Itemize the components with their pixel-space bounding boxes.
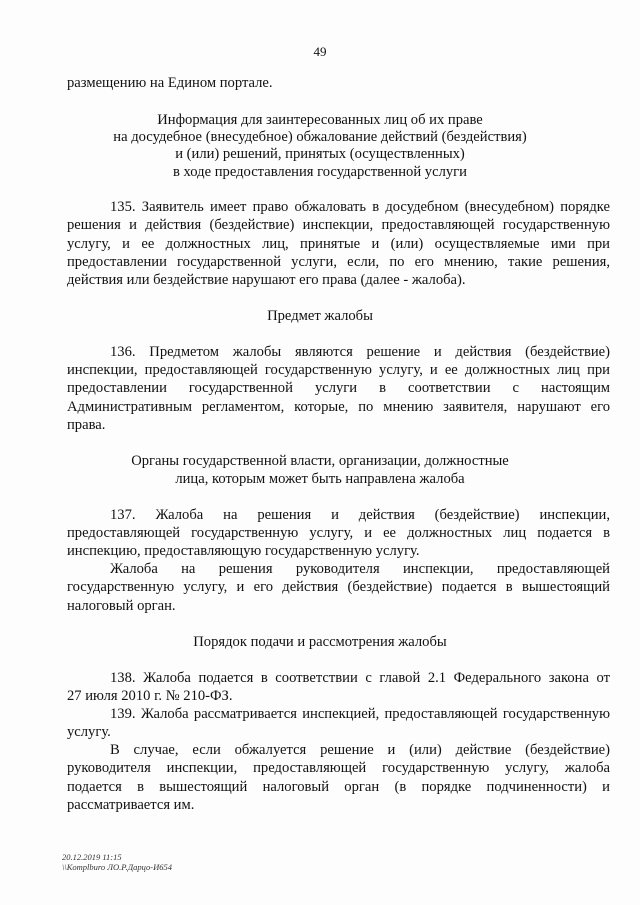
heading-procedure: Порядок подачи и рассмотрения жалобы [193, 634, 447, 650]
document-page: 49 размещению на Едином портале. Информация для заинтересованных лиц об их праве на досудебное (внесудебное) обжалование действий (бездействия) и (или) решений, принятых (осуществленных) в ходе предоставления государственной услуги 135. Заявитель имеет право обжаловать в досудебном (внесудебном) порядке решения и действия (бездействие) инспекции, предоставляющей государственную услугу, и ее должностных лиц, принятые и (или) осуществляемые ими при предоставлении государственной услуги, если, по его мнению, такие решения, действия или бездействие нарушают его права (далее - жалоба). Предмет жалобы 136. Предметом жалобы являются решение и действия (бездействие) инспекции, предоставляющей государственную услугу, и ее должностных лиц при предоставлении государственной услуги в соответствии с настоящим Административным регламентом, которые, по мнению заявителя, нарушают его права. Органы государственной власти, организации, должностные лица, которым может быть направлена жалоба 137. Жалоба на решения и действия (бездействие) инспекции, предоставляющей государственную услугу, и ее должностных лиц подается в инспекцию, предоставляющую государственную услугу. Жалоба на решения руководителя инспекции, предоставляющей государственную услугу, и его действия (бездействие) подается в вышестоящий налоговый орган. Порядок подачи и рассмотрения жалобы 138. Жалоба подается в соответствии с главой 2.1 Федерального закона от 27 июля 2010 г. № 210-ФЗ. 139. Жалоба рассматривается инспекцией, предоставляющей государственную услугу. В случае, если обжалуется решение и (или) действие (бездействие) руководителя инспекции, предоставляющей государственную услугу, жалоба подается в вышестоящий налоговый орган (в порядке подчиненности) и рассматривается им. 20.12.2019 11:15 \\Komplburo ЛО.Р.Дарцо-И654 [0, 0, 640, 905]
heading-subject: Предмет жалобы [267, 308, 373, 324]
intro-line: размещению на Едином портале. [67, 75, 273, 91]
footer-path: \\Komplburo ЛО.Р.Дарцо-И654 [62, 862, 172, 872]
footer-date: 20.12.2019 11:15 [62, 852, 122, 862]
page-number: 49 [313, 44, 327, 59]
